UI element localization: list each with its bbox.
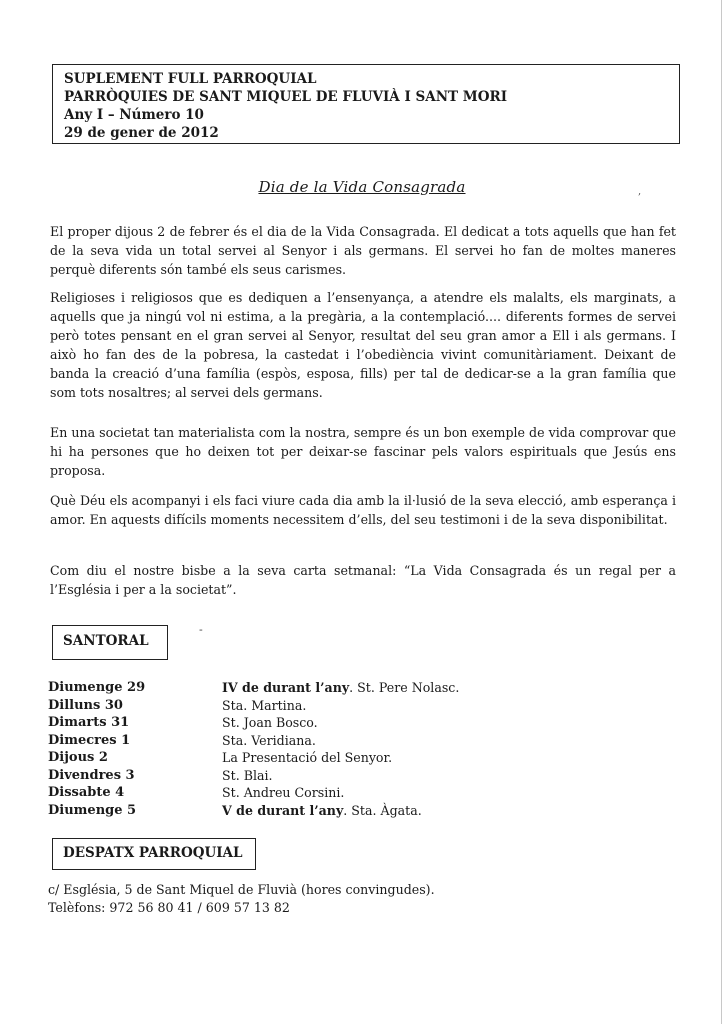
santoral-saint: La Presentació del Senyor. xyxy=(222,750,393,765)
page-edge-line xyxy=(721,0,722,1024)
santoral-day: Dissabte 4 xyxy=(48,785,125,800)
santoral-row xyxy=(48,714,688,732)
stray-mark: , xyxy=(638,186,642,197)
article-paragraph: Religioses i religiosos que es dediquen a l’ensenyança, a atendre els malalts, els marginats, a aquells que ja ningú vol ni estima, a la pregària, a la contemplació.... diferents formes de servei però totes pensant en el gran servei al Senyor, resultat del seu gran amor a Ell i als germans. I això ho fan des de la pobresa, la castedat i l’obediència vivint comunitàriament. Deixant de banda la creació d’una família (espòs, esposa, fills) per tal de dedicar-se a la gran família que som tots nosaltres; al servei dels germans. xyxy=(50,290,676,400)
santoral-day: Dimecres 1 xyxy=(48,732,131,748)
santoral-row xyxy=(48,679,688,697)
santoral-row xyxy=(48,767,688,785)
santoral-day: Dijous 2 xyxy=(48,750,108,765)
stray-dash-mark: - xyxy=(199,623,203,636)
santoral-saint: St. Blai. xyxy=(222,767,273,783)
article-paragraph: Com diu el nostre bisbe a la seva carta setmanal: “La Vida Consagrada és un regal per a l’Església i per a la societat”. xyxy=(50,563,676,597)
santoral-description xyxy=(222,749,392,767)
santoral-day: Divendres 3 xyxy=(48,767,135,783)
despatx-info xyxy=(48,881,435,917)
santoral-saint: . St. Pere Nolasc. xyxy=(349,680,460,695)
santoral-description xyxy=(222,679,459,697)
santoral-description xyxy=(222,732,316,750)
santoral-description xyxy=(222,784,344,802)
santoral-row xyxy=(48,697,688,715)
santoral-row xyxy=(48,802,688,820)
article-paragraph: En una societat tan materialista com la nostra, sempre és un bon exemple de vida comprovar que hi ha persones que ho deixen tot per deixar-se fascinar pels valors espirituals que Jesús ens proposa. xyxy=(50,425,676,478)
santoral-row xyxy=(48,732,688,750)
santoral-row xyxy=(48,749,688,767)
article-paragraph: El proper dijous 2 de febrer és el dia de la Vida Consagrada. El dedicat a tots aquells que han fet de la seva vida un total servei al Senyor i als germans. El servei ho fan de moltes maneres perquè diferents són també els seus carismes. xyxy=(50,224,676,277)
santoral-day: Diumenge 5 xyxy=(48,802,137,818)
santoral-description xyxy=(222,802,422,820)
header-line-date: 29 de gener de 2012 xyxy=(64,125,219,141)
article-title: Dia de la Vida Consagrada xyxy=(258,178,466,196)
santoral-saint: Sta. Martina. xyxy=(222,697,307,713)
despatx-heading: DESPATX PARROQUIAL xyxy=(52,838,256,870)
despatx-phones: Telèfons: 972 56 80 41 / 609 57 13 82 xyxy=(48,900,290,915)
santoral-day: Dilluns 30 xyxy=(48,697,123,713)
article-paragraph: Què Déu els acompanyi i els faci viure cada dia amb la il·lusió de la seva elecció, amb esperança i amor. En aquests difícils moments necessitem d’ells, del seu testimoni i de la seva disponibilitat. xyxy=(50,493,676,527)
santoral-day: Diumenge 29 xyxy=(48,680,146,695)
santoral-row xyxy=(48,784,688,802)
santoral-sunday-label: IV de durant l’any xyxy=(222,680,350,695)
santoral-description xyxy=(222,767,273,785)
santoral-saint: Sta. Veridiana. xyxy=(222,732,316,748)
despatx-address: c/ Església, 5 de Sant Miquel de Fluvià (hores convingudes). xyxy=(48,882,435,897)
header-box xyxy=(52,64,680,144)
header-line-issue: Any I – Número 10 xyxy=(64,107,204,123)
santoral-saint: St. Joan Bosco. xyxy=(222,715,318,730)
santoral-day: Dimarts 31 xyxy=(48,715,130,730)
santoral-description xyxy=(222,714,318,732)
santoral-list xyxy=(48,679,688,819)
header-line-parishes: PARRÒQUIES DE SANT MIQUEL DE FLUVIÀ I SANT MORI xyxy=(64,89,508,105)
santoral-sunday-label: V de durant l’any xyxy=(222,802,344,818)
santoral-heading: SANTORAL xyxy=(52,625,168,660)
santoral-saint: . Sta. Àgata. xyxy=(343,802,422,818)
santoral-description xyxy=(222,697,306,715)
santoral-saint: St. Andreu Corsini. xyxy=(222,785,345,800)
header-line-supplement: SUPLEMENT FULL PARROQUIAL xyxy=(64,71,317,87)
